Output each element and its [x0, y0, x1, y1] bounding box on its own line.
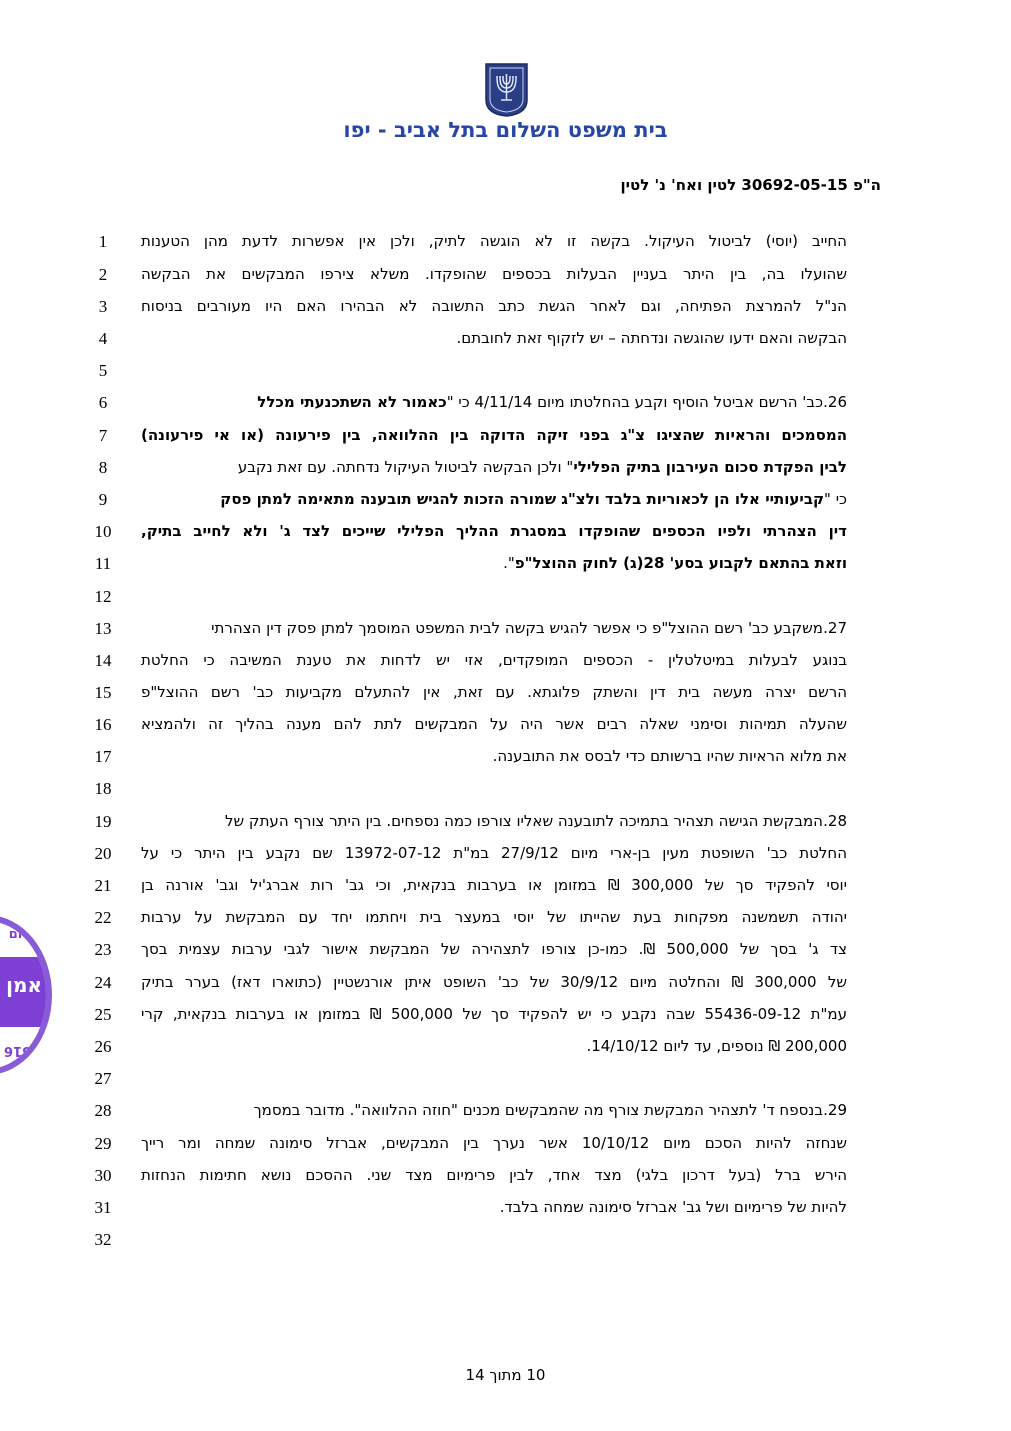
paragraph-27-line: בנוגע לבעלות במיטלטלין - הכספים המופקדים, אזי יש לדחות את טענת המשיבה כי החלטת — [141, 651, 847, 669]
paragraph-28-line: 200,000 ₪ נוספים, עד ליום 14/10/12. — [586, 1037, 847, 1055]
paragraph-29-line: 29. בנספח ד' לתצהיר המבקשת צורף מה שהמבקשים מכנים "חוזה ההלוואה". מדובר במסמך — [141, 1094, 847, 1127]
paragraph-27-line: 27. משקבע כב' רשם ההוצל"פ כי אפשר להגיש בקשה לבית המשפט המוסמך למתן פסק דין הצהרתי — [141, 612, 847, 645]
line-number: 29 — [94, 1134, 112, 1153]
paragraph-28-line: של 300,000 ₪ והחלטה מיום 30/9/12 של כב' השופט איתן אורנשטיין (כתוארו דאז) בערר בתיק — [141, 973, 848, 991]
line-number: 14 — [94, 651, 112, 670]
line-number: 26 — [94, 1037, 112, 1056]
paragraph-28-line: יוסי להפקיד סך של 300,000 ₪ במזומן או בערבות בנקאית, וכי גב' רות אברג'יל וגב' אורנה בן — [141, 876, 847, 894]
stamp-top-text: שלום — [8, 927, 40, 942]
line-number: 20 — [94, 844, 112, 863]
paragraph-number: 27. — [823, 619, 847, 637]
line-number: 19 — [94, 812, 112, 831]
line-number: 31 — [94, 1198, 112, 1217]
notary-stamp — [0, 915, 52, 1075]
line-number: 11 — [94, 554, 112, 573]
line-number: 27 — [94, 1069, 112, 1088]
line-number: 3 — [98, 297, 108, 316]
paragraph-29-line: שנחזה להיות הסכם מיום 10/10/12 אשר נערך בין המבקשים, אברזל סימונה שמחה ומר רייך — [141, 1134, 847, 1152]
paragraph-26-line: 26. כב' הרשם אביטל הוסיף וקבע בהחלטתו מיום 4/11/14 כי "כאמור לא השתכנעתי מכלל — [141, 386, 847, 419]
paragraph-29-line: להיות של פרימיום ושל גב' אברזל סימונה שמחה בלבד. — [499, 1198, 847, 1216]
line-number: 2 — [98, 265, 108, 284]
line-number: 30 — [94, 1166, 112, 1185]
paragraph-28-line: 28. המבקשת הגישה תצהיר בתמיכה לתובענה שאליו צורפו כמה נספחים. בין היתר צורף העתק של — [141, 805, 847, 838]
line-number: 9 — [98, 490, 108, 509]
page-number: 10 מתוך 14 — [465, 1366, 546, 1384]
line-number: 18 — [94, 779, 112, 798]
paragraph-number: 29. — [823, 1101, 847, 1119]
paragraph-27-line: הרשם יצרה מעשה בית דין והשתק פלוגתא. עם זאת, אין להתעלם מקביעות כב' רשם ההוצל"פ — [141, 683, 847, 701]
paragraph-26-line: וזאת בהתאם לקבוע בסע' 28(ג) לחוק ההוצל"פ". — [503, 554, 847, 572]
paragraph-number: 28. — [823, 812, 847, 830]
paragraph-28-line: צד ג' בסך של 500,000 ₪. כמו-כן צורפו לתצהירה של המבקשת אישור לגבי ערבות עצמית בסך — [141, 940, 847, 958]
line-number: 17 — [94, 747, 112, 766]
line-number: 12 — [94, 587, 112, 606]
line-number: 13 — [94, 619, 112, 638]
line-number: 10 — [94, 522, 112, 541]
stamp-band-text: אמן — [6, 973, 42, 997]
paragraph-28-line: יהודה תשמשנה מפקחות בעת שהייתו של יוסי במעצר בית ויחתמו יחד עם המבקשת על ערבות — [141, 908, 847, 926]
paragraph-27-line: שהעלה תמיהות וסימני שאלה רבים אשר היה על המבקשים לתת להם מענה בהליך זה ולהמציא — [141, 715, 847, 733]
body-line: החייב (יוסי) לביטול העיקול. בקשה זו לא הוגשה לתיק, ולכן אין אפשרות לדעת מהן הטענות — [141, 232, 847, 250]
line-number: 16 — [94, 715, 112, 734]
court-name: בית משפט השלום בתל אביב - יפו — [343, 118, 668, 142]
line-number: 24 — [94, 973, 112, 992]
paragraph-26-line: כי "קביעותיי אלו הן לכאוריות בלבד ולצ"ג שמורה הזכות להגיש תובענה מתאימה למתן פסק — [220, 490, 847, 508]
paragraph-29-line: הירש ברל (בעל דרכון בלגי) מצד אחד, לבין פרימיום מצד שני. ההסכם נושא חתימות הנחזות — [141, 1166, 847, 1184]
line-number: 7 — [98, 426, 108, 445]
state-emblem — [484, 62, 529, 117]
paragraph-28-line: עמ"ת 55436-09-12 שבה נקבע כי יש להפקיד סך של 500,000 ₪ במזומן או בערבות בנקאית, קרי — [141, 1005, 847, 1023]
line-number: 32 — [94, 1230, 112, 1249]
paragraph-number: 26. — [823, 393, 847, 411]
line-number: 23 — [94, 940, 112, 959]
paragraph-26-line: המסמכים והראיות שהציגו צ"ג בפני זיקה הדוקה בין ההלוואה, בין פירעונה (או אי פירעונה) — [141, 426, 847, 444]
stamp-bottom-text: 2516 — [3, 1043, 40, 1058]
line-number: 5 — [98, 361, 108, 380]
paragraph-27-line: את מלוא הראיות שהיו ברשותם כדי לבסס את התובענה. — [492, 747, 847, 765]
paragraph-26-line: דין הצהרתי ולפיו הכספים שהופקדו במסגרת ההליך הפלילי שייכים לצד ג' ולא לחייב בתיק, — [141, 522, 847, 540]
line-number: 15 — [94, 683, 112, 702]
line-number: 22 — [94, 908, 112, 927]
paragraph-26-line: לבין הפקדת סכום העירבון בתיק הפלילי" ולכן הבקשה לביטול העיקול נדחתה. עם זאת נקבע — [237, 458, 847, 476]
line-number: 4 — [98, 329, 108, 348]
case-title: ה"פ 30692-05-15 לטין ואח' נ' לטין — [620, 176, 881, 194]
body-line: שהועלו בה, בין היתר בעניין הבעלות בכספים שהופקדו. משלא צירפו המבקשים את הבקשה — [141, 265, 847, 283]
line-number: 28 — [94, 1101, 112, 1120]
body-line: הנ"ל להמרצת הפתיחה, וגם לאחר הגשת כתב התשובה לא הבהירו האם היו מעורבים בניסוח — [141, 297, 847, 315]
line-number: 8 — [98, 458, 108, 477]
line-number: 6 — [98, 393, 108, 412]
line-number: 21 — [94, 876, 112, 895]
body-line: הבקשה והאם ידעו שהוגשה ונדחתה – יש לזקוף זאת לחובתם. — [456, 329, 847, 347]
paragraph-28-line: החלטת כב' השופטת מעין בן-ארי מיום 27/9/12 במ"ת 13972-07-12 שם נקבע בין היתר כי על — [141, 844, 847, 862]
line-number: 1 — [98, 232, 108, 251]
line-number: 25 — [94, 1005, 112, 1024]
